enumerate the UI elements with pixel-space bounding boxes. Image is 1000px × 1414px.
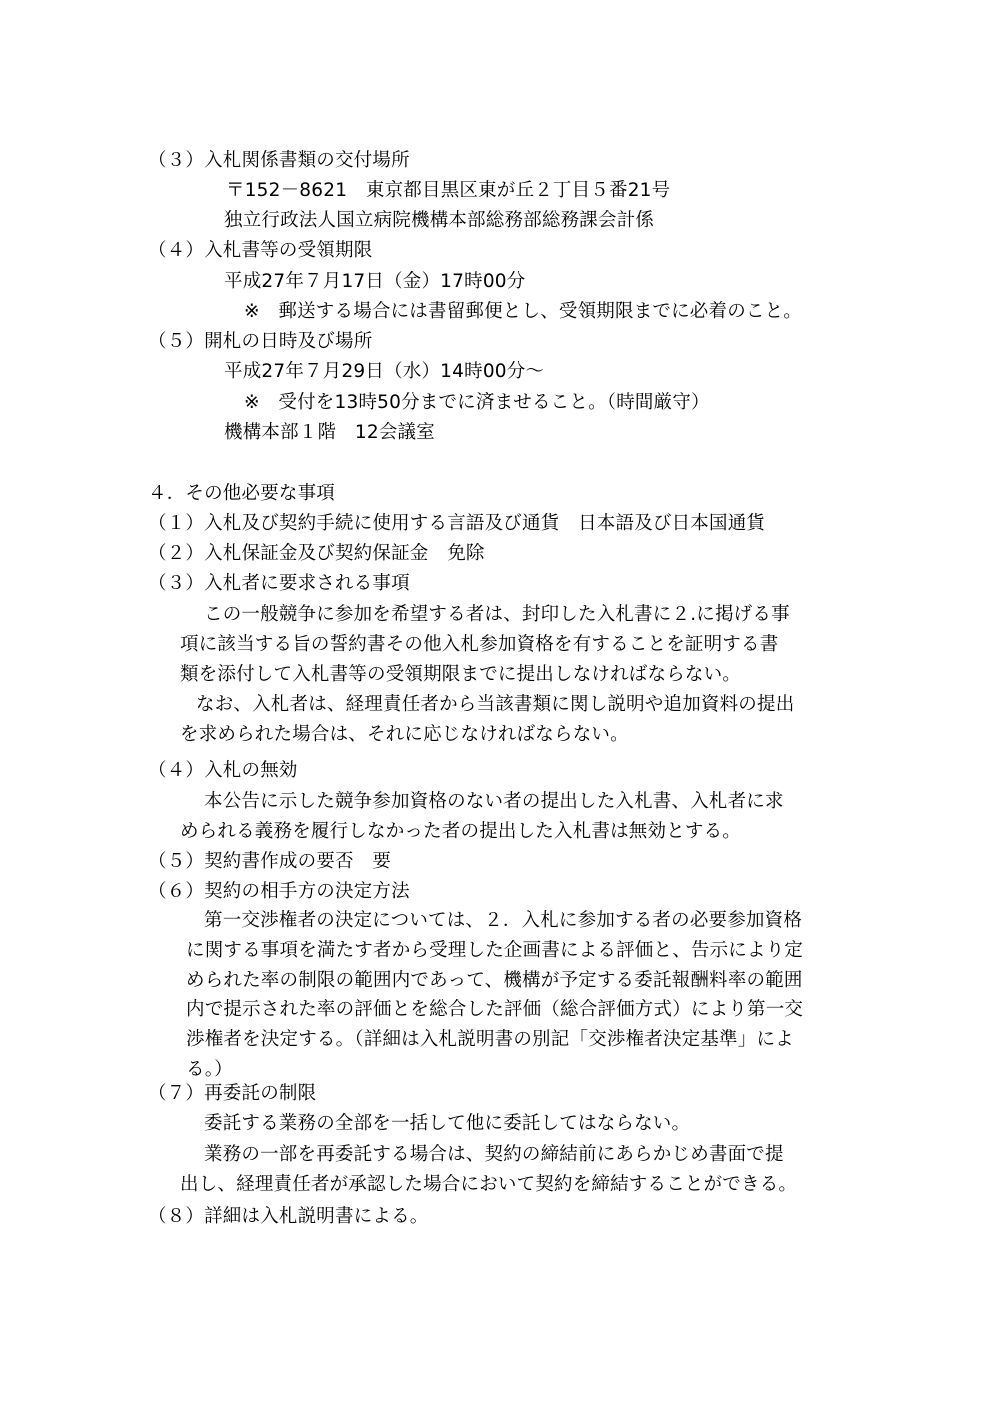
section4-item4-heading: （４）入札の無効 <box>148 760 298 781</box>
section4-item1: （１）入札及び契約手続に使用する言語及び通貨 日本語及び日本国通貨 <box>148 513 766 534</box>
item4-heading: （４）入札書等の受領期限 <box>148 240 373 261</box>
item6-para-line-2: に関する事項を満たす者から受理した企画書による評価と、告示により定 <box>186 940 804 961</box>
item3-paragraph-1-rest <box>180 630 778 690</box>
item6-para-line-5: 渉権者を決定する。（詳細は入札説明書の別記「交渉権者決定基準」によ <box>186 1029 794 1051</box>
section4-item3-heading: （３）入札者に要求される事項 <box>148 573 410 594</box>
section4-item8: （８）詳細は入札説明書による。 <box>148 1206 429 1227</box>
opening-place: 機構本部１階 12会議室 <box>224 422 435 443</box>
item4-paragraph-rest <box>180 817 741 847</box>
delivery-office: 独立行政法人国立病院機構本部総務部総務課会計係 <box>224 210 655 231</box>
item3-heading: （３）入札関係書類の交付場所 <box>148 150 410 171</box>
delivery-address: 〒152－8621 東京都目黒区東が丘２丁目５番21号 <box>226 180 671 201</box>
section4-item6-heading: （６）契約の相手方の決定方法 <box>148 881 410 902</box>
item3-paragraph-2-rest <box>180 720 629 750</box>
item6-para-line-6: る。） <box>186 1058 233 1080</box>
item3-para2-line-2: を求められた場合は、それに応じなければならない。 <box>180 724 629 745</box>
item7-paragraph-2-rest <box>180 1170 797 1200</box>
item7-para2-line-2: 出し、経理責任者が承認した場合において契約を締結することができる。 <box>180 1174 798 1195</box>
reception-note: ※ 受付を13時50分までに済ませること。（時間厳守） <box>244 392 710 413</box>
item7-para1: 委託する業務の全部を一括して他に委託してはならない。 <box>204 1113 691 1134</box>
item3-paragraph-1-first <box>204 600 790 630</box>
section4-item5: （５）契約書作成の要否 要 <box>148 851 392 872</box>
item4-paragraph-first <box>204 787 784 817</box>
item6-paragraph-first <box>204 906 802 936</box>
item3-para2-line-1: なお、入札者は、経理責任者から当該書類に関し説明や追加資料の提出 <box>196 694 795 715</box>
item6-para-line-3: められた率の制限の範囲内であって、機構が予定する委託報酬料率の範囲 <box>186 969 803 991</box>
item7-paragraph-2-first <box>204 1140 784 1170</box>
item6-para-line-1: 第一交渉権者の決定については、２．入札に参加する者の必要参加資格 <box>204 910 803 931</box>
item6-para-line-4: 内で提示された率の評価とを総合した評価（総合評価方式）により第一交 <box>186 999 804 1021</box>
mail-note: ※ 郵送する場合には書留郵便とし、受領期限までに必着のこと。 <box>244 301 803 322</box>
item6-paragraph-rest <box>186 936 803 1084</box>
submission-deadline: 平成27年７月17日（金）17時00分 <box>224 271 526 292</box>
item3-para1-line-2: 項に該当する旨の誓約書その他入札参加資格を有することを証明する書 <box>180 634 779 655</box>
item4-para-line-1: 本公告に示した競争参加資格のない者の提出した入札書、入札者に求 <box>204 791 784 812</box>
section4-item7-heading: （７）再委託の制限 <box>148 1083 317 1104</box>
item7-para2-line-1: 業務の一部を再委託する場合は、契約の締結前にあらかじめ書面で提 <box>204 1144 784 1165</box>
item5-heading: （５）開札の日時及び場所 <box>148 331 373 352</box>
section4-item2: （２）入札保証金及び契約保証金 免除 <box>148 543 485 564</box>
opening-datetime: 平成27年７月29日（水）14時00分～ <box>224 361 545 382</box>
item4-para-line-2: められる義務を履行しなかった者の提出した入札書は無効とする。 <box>180 821 742 842</box>
item3-para1-line-1: この一般競争に参加を希望する者は、封印した入札書に２.に掲げる事 <box>204 604 790 625</box>
item3-paragraph-2-first <box>196 690 794 720</box>
item3-para1-line-3: 類を添付して入札書等の受領期限までに提出しなければならない。 <box>180 664 742 686</box>
section4-title: ４．その他必要な事項 <box>148 483 336 504</box>
